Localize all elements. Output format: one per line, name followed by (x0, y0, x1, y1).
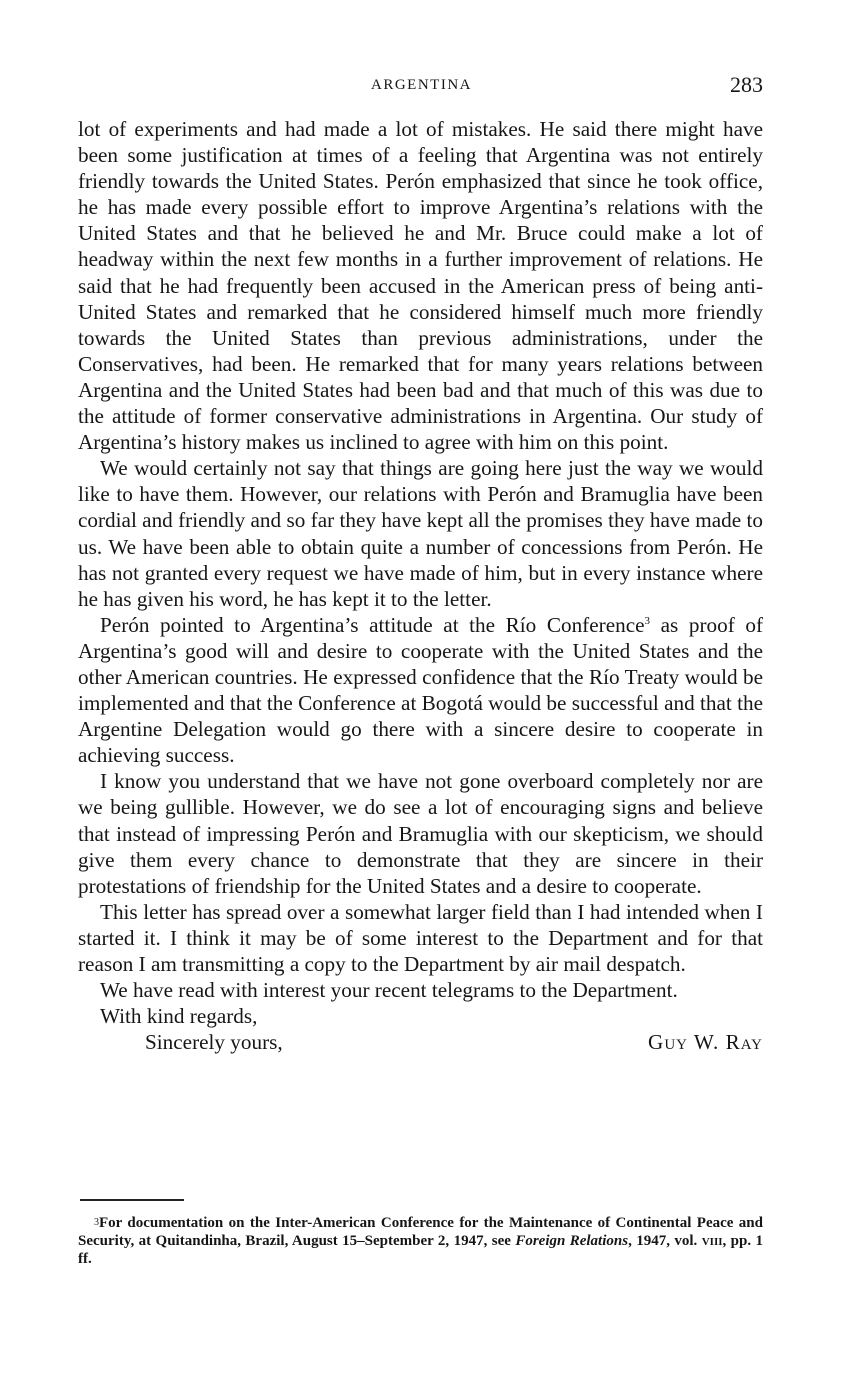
paragraph-3-text-a: Perón pointed to Argentina’s attitude at the Río Conference (100, 612, 645, 637)
signoff-row (78, 1029, 763, 1055)
footnote-text-a: For documentation on the Inter-American Conference for the Maintenance of Continental Peace and Security, at Quitandinha, Brazil, August 15–September 2, 1947, see (78, 1215, 763, 1249)
footnote-volume: viii (701, 1233, 723, 1249)
letter-body (78, 116, 763, 1055)
footnote (78, 1214, 763, 1268)
paragraph-6: We have read with interest your recent telegrams to the Department. (100, 978, 678, 1003)
footnote-divider (80, 1199, 184, 1201)
closing-regards: With kind regards, (100, 1004, 258, 1029)
paragraph-2: We would certainly not say that things are going here just the way we would like to have them. However, our relations with Perón and Bramuglia have been cordial and friendly and so far they have kept all the promises they have made to us. We have been able to obtain quite a number of concessions from Perón. He has not granted every request we have made of him, but in every instance where he has given his word, he has kept it to the letter. (78, 456, 763, 611)
paragraph-4: I know you understand that we have not gone overboard completely nor are we being gullible. However, we do see a lot of encouraging signs and believe that instead of impressing Perón and Bramuglia with our skepticism, we should give them every chance to demonstrate that they are sincere in their protestations of friendship for the United States and a desire to cooperate. (78, 769, 763, 898)
paragraph-5: This letter has spread over a somewhat larger field than I had intended when I started it. I think it may be of some interest to the Department and for that reason I am transmitting a copy to the Department by air mail despatch. (78, 899, 763, 976)
signature: Guy W. Ray (648, 1030, 763, 1055)
paragraph-3-text-b: as proof of Argentina’s good will and desire to cooperate with the United States and the other American countries. He expressed confidence that the Río Treaty would be implemented and that the Conference at Bogotá would be successful and that the Argentine Delegation would go there with a sincere desire to cooperate in achieving success. (78, 612, 763, 768)
paragraph-3 (78, 612, 763, 769)
running-head (0, 74, 861, 98)
footnote-reference: 3 (644, 614, 651, 627)
footnote-publication-title: Foreign Relations (515, 1233, 629, 1249)
footnote-text-c: , pp. 1 ff. (78, 1233, 764, 1267)
closing: Sincerely yours, (145, 1030, 283, 1055)
page-number: 283 (730, 72, 763, 97)
footnote-text-b: , 1947, vol. (628, 1233, 702, 1249)
footnote-marker: 3 (94, 1217, 99, 1228)
paragraph-1: lot of experiments and had made a lot of mistakes. He said there might have been some justification at times of a feeling that Argentina was not entirely friendly towards the United States. Perón emphasized that since he took office, he has made every possible effort to improve Argentina’s relations with the United States and that he believed he and Mr. Bruce could make a lot of headway within the next few months in a further improvement of relations. He said that he had frequently been accused in the American press of being anti-United States and remarked that he considered himself much more friendly towards the United States than previous administrations, under the Conservatives, had been. He remarked that for many years relations between Argentina and the United States had been bad and that much of this was due to the attitude of former conservative administrations in Argentina. Our study of Argentina’s history makes us inclined to agree with him on this point. (78, 117, 763, 455)
running-head-title: ARGENTINA (371, 77, 472, 93)
